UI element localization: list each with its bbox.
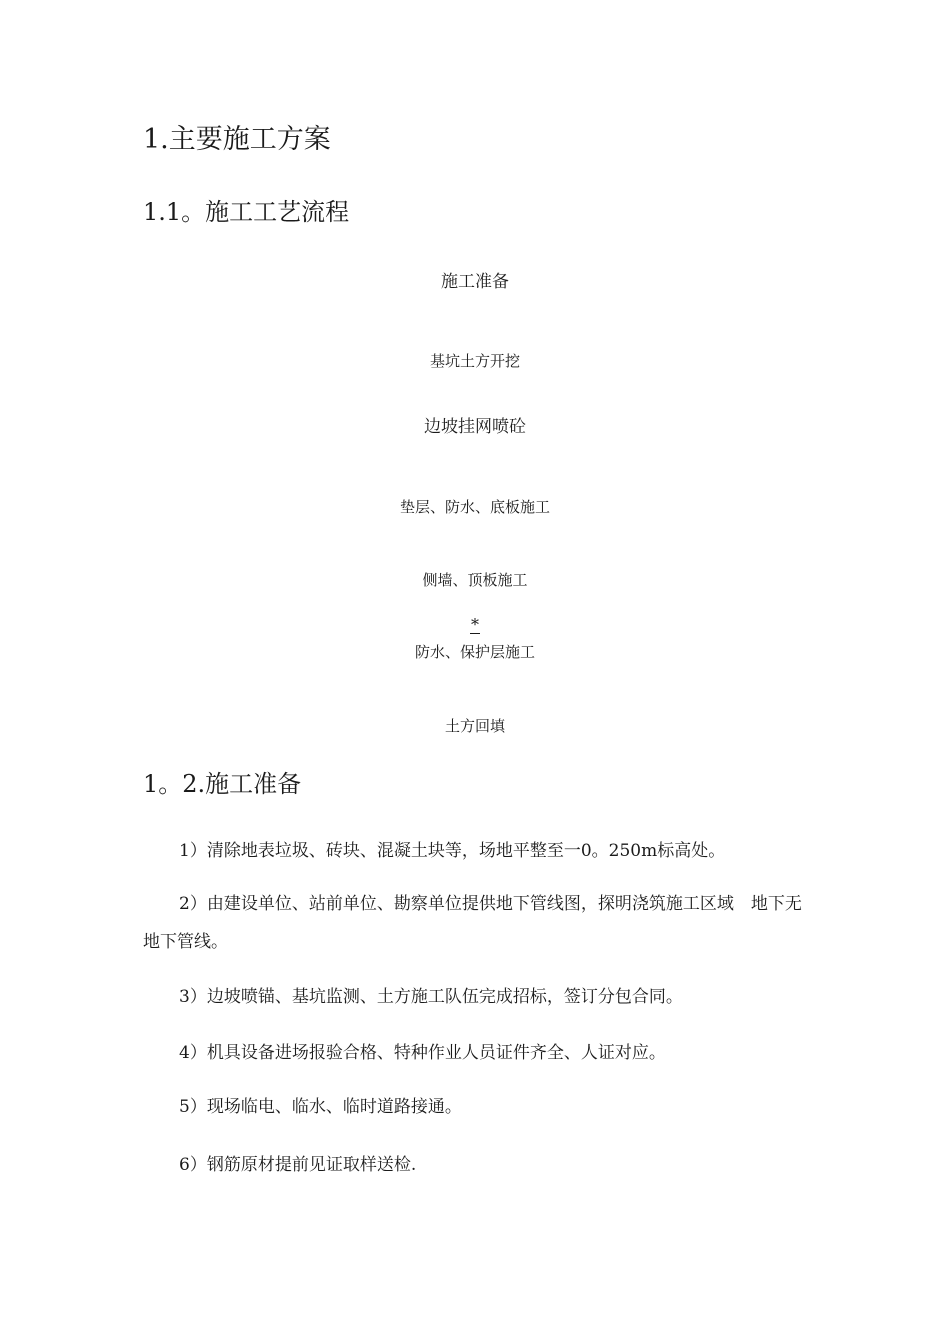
section-1-2-heading: 1。2.施工准备 — [143, 770, 302, 798]
flow-step-cushion-waterproof-floor: 垫层、防水、底板施工 — [399, 498, 550, 516]
flow-step-slope-shotcrete: 边坡挂网喷砼 — [424, 417, 526, 437]
flow-step-prep: 施工准备 — [441, 272, 509, 292]
flow-step-backfill: 土方回填 — [444, 717, 505, 735]
flow-arrow-mark: * — [471, 615, 479, 634]
prep-item-4: 4）机具设备进场报验合格、特种作业人员证件齐全、人证对应。 — [179, 1043, 666, 1063]
flow-step-wall-roof: 侧墙、顶板施工 — [422, 571, 528, 589]
flow-arrow-mark-container — [0, 614, 950, 636]
prep-item-5: 5）现场临电、临水、临时道路接通。 — [179, 1097, 462, 1117]
prep-item-2: 2）由建设单位、站前单位、勘察单位提供地下管线图，探明浇筑施工区域 地下无地下管线。 — [143, 894, 802, 952]
flow-step-waterproof-protection: 防水、保护层施工 — [414, 643, 535, 661]
main-heading: 1.主要施工方案 — [143, 124, 331, 155]
prep-item-1: 1）清除地表垃圾、砖块、混凝土块等，场地平整至一0。250m标高处。 — [179, 841, 726, 861]
prep-item-6: 6）钢筋原材提前见证取样送检. — [179, 1155, 417, 1175]
prep-item-3: 3）边坡喷锚、基坑监测、土方施工队伍完成招标，签订分包合同。 — [179, 987, 683, 1007]
flow-step-excavation: 基坑土方开挖 — [429, 352, 520, 370]
section-1-1-heading: 1.1。施工工艺流程 — [143, 198, 350, 226]
